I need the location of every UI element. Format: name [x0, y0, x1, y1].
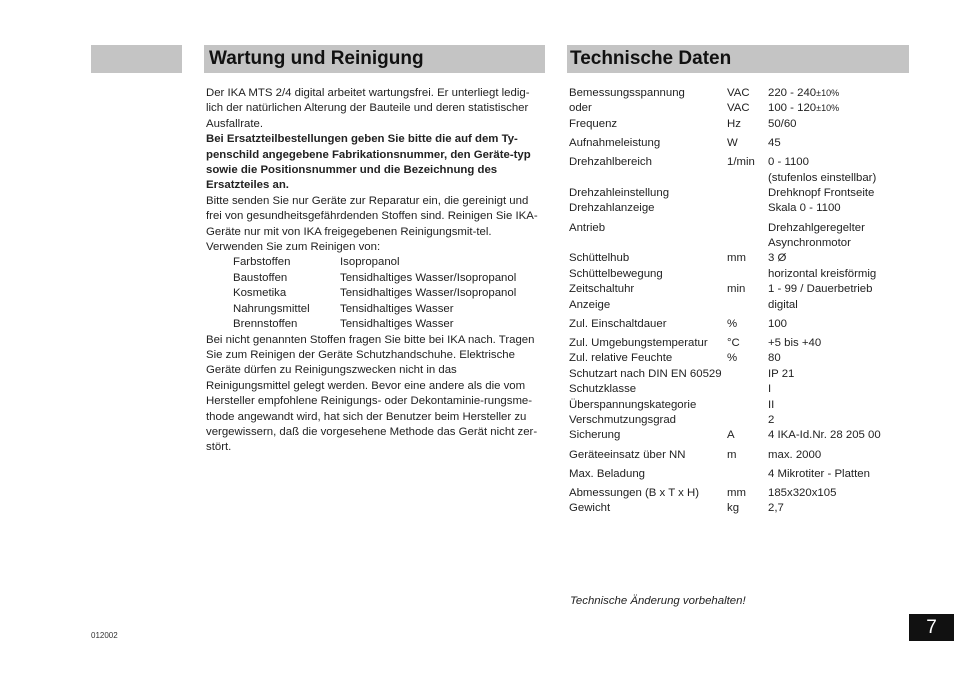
- spec-key: Zul. Einschaltdauer: [569, 318, 667, 330]
- spec-value: 2,7: [768, 502, 784, 514]
- spec-value: Skala 0 - 1100: [768, 202, 841, 214]
- spec-value: 4 Mikrotiter - Platten: [768, 468, 870, 480]
- spec-value: 0 - 1100: [768, 156, 809, 168]
- spec-value: horizontal kreisförmig: [768, 268, 877, 280]
- left-margin-bar: [91, 45, 182, 73]
- spec-key: Schutzklasse: [569, 383, 637, 395]
- spec-unit: Hz: [727, 118, 741, 130]
- paragraph-maintenance-free: [206, 86, 544, 132]
- spec-value: Asynchronmotor: [768, 237, 851, 249]
- spec-key: Schüttelbewegung: [569, 268, 663, 280]
- document-code: 012002: [91, 631, 118, 640]
- spec-value: [768, 102, 839, 114]
- substance: Baustoffen: [233, 271, 288, 284]
- spec-key: Abmessungen (B x T x H): [569, 487, 699, 499]
- text-line: Ausfallrate.: [206, 117, 263, 130]
- spec-key: Drehzahleinstellung: [569, 187, 670, 199]
- spec-key: Verschmutzungsgrad: [569, 414, 677, 426]
- maintenance-text: [206, 86, 544, 456]
- spec-value: 50/60: [768, 118, 797, 130]
- text-line: Bei nicht genannten Stoffen fragen Sie bitte bei IKA nach. Tragen: [206, 333, 535, 346]
- paragraph-cleaning-notes: [206, 333, 544, 456]
- spec-value: Drehzahlgeregelter: [768, 222, 865, 234]
- spec-key: Frequenz: [569, 118, 618, 130]
- substance: Farbstoffen: [233, 256, 291, 269]
- spec-key: Aufnahmeleistung: [569, 137, 661, 149]
- spec-key: Drehzahlbereich: [569, 156, 652, 168]
- spec-key: Schüttelhub: [569, 252, 630, 264]
- spec-value: II: [768, 399, 775, 411]
- spec-key: Max. Beladung: [569, 468, 645, 480]
- spec-key: Zul. Umgebungstemperatur: [569, 337, 708, 349]
- cleaning-agent: Tensidhaltiges Wasser: [340, 302, 454, 315]
- cleaning-agent: Tensidhaltiges Wasser: [340, 318, 454, 331]
- substance: Brennstoffen: [233, 318, 298, 331]
- spec-unit: A: [727, 429, 735, 441]
- spec-value: Drehknopf Frontseite: [768, 187, 875, 199]
- spec-value-text: 220 - 240: [768, 87, 817, 99]
- spec-unit: min: [727, 283, 746, 295]
- spec-value: 2: [768, 414, 775, 426]
- spec-key: Bemessungsspannung: [569, 87, 685, 99]
- spec-unit: m: [727, 449, 737, 461]
- text-line: frei von gesundheitsgefährdenden Stoffen sind. Reinigen Sie IKA-: [206, 210, 538, 223]
- spec-key: oder: [569, 102, 592, 114]
- spec-unit: VAC: [727, 102, 750, 114]
- spec-unit: W: [727, 137, 738, 149]
- spec-value: 1 - 99 / Dauerbetrieb: [768, 283, 873, 295]
- text-line: Ersatzteiles an.: [206, 179, 289, 192]
- cleaning-agent: Isopropanol: [340, 256, 400, 269]
- substance: Nahrungsmittel: [233, 302, 310, 315]
- spec-key: Geräteeinsatz über NN: [569, 449, 686, 461]
- text-line: Der IKA MTS 2/4 digital arbeitet wartungsfrei. Er unterliegt ledig-: [206, 87, 530, 99]
- spec-value: 45: [768, 137, 781, 149]
- spec-unit: 1/min: [727, 156, 755, 168]
- spec-unit: mm: [727, 487, 746, 499]
- spec-value: 80: [768, 352, 781, 364]
- spec-value-text: 100 - 120: [768, 102, 817, 114]
- spec-key: Gewicht: [569, 502, 611, 514]
- cleaning-row: [206, 255, 544, 270]
- text-line: Hersteller empfohlene Reinigungs- oder Dekontaminie-rungsme-: [206, 395, 533, 408]
- paragraph-spare-parts: [206, 132, 544, 194]
- spec-value: max. 2000: [768, 449, 822, 461]
- text-line: Reinigungsmittel gelegt werden. Bevor eine andere als die vom: [206, 379, 526, 392]
- text-line: sowie die Positionsnummer und die Bezeichnung des: [206, 164, 498, 177]
- text-line: Sie zum Reinigen der Geräte Schutzhandschuhe. Elektrische: [206, 348, 515, 361]
- text-line: Verwenden Sie zum Reinigen von:: [206, 241, 381, 254]
- spec-value: [768, 87, 839, 99]
- substance: Kosmetika: [233, 287, 287, 300]
- text-line: thode angewandt wird, hat sich der Benutzer beim Hersteller zu: [206, 410, 527, 423]
- spec-tolerance: ±10%: [816, 88, 840, 98]
- cleaning-row: [206, 317, 544, 332]
- text-line: Bitte senden Sie nur Geräte zur Reparatur ein, die gereinigt und: [206, 194, 529, 207]
- cleaning-agent: Tensidhaltiges Wasser/Isopropanol: [340, 271, 517, 284]
- cleaning-row: [206, 286, 544, 301]
- text-line: Geräte nur mit von IKA freigegebenen Reinigungsmit-tel.: [206, 225, 492, 238]
- cleaning-agent: Tensidhaltiges Wasser/Isopropanol: [340, 287, 517, 300]
- spec-unit: %: [727, 352, 738, 364]
- spec-key: Drehzahlanzeige: [569, 202, 655, 214]
- text-line: Bei Ersatzteilbestellungen geben Sie bitte die auf dem Ty-: [206, 133, 518, 146]
- heading-wartung-und-reinigung: Wartung und Reinigung: [209, 48, 424, 69]
- spec-value: (stufenlos einstellbar): [768, 172, 877, 184]
- heading-technische-daten: Technische Daten: [570, 48, 732, 69]
- spec-unit: %: [727, 318, 738, 330]
- cleaning-agent-table: [206, 255, 544, 332]
- cleaning-row: [206, 271, 544, 286]
- spec-key: Schutzart nach DIN EN 60529: [569, 368, 722, 380]
- spec-unit: kg: [727, 502, 740, 514]
- footnote-technical-changes: Technische Änderung vorbehalten!: [570, 595, 746, 607]
- spec-value: 3 Ø: [768, 252, 787, 264]
- spec-key: Zul. relative Feuchte: [569, 352, 673, 364]
- page-number: 7: [909, 614, 954, 641]
- spec-unit: mm: [727, 252, 746, 264]
- text-line: Geräte dürfen zu Reinigungszwecken nicht in das: [206, 364, 457, 377]
- spec-value: I: [768, 383, 772, 395]
- spec-key: Anzeige: [569, 299, 611, 311]
- spec-value: 100: [768, 318, 788, 330]
- text-line: stört.: [206, 441, 232, 454]
- spec-unit: VAC: [727, 87, 750, 99]
- spec-unit: °C: [727, 337, 740, 349]
- spec-value: +5 bis +40: [768, 337, 822, 349]
- spec-tolerance: ±10%: [816, 103, 840, 113]
- spec-key: Zeitschaltuhr: [569, 283, 635, 295]
- spec-key: Sicherung: [569, 429, 621, 441]
- spec-value: digital: [768, 299, 798, 311]
- text-line: vergewissern, daß die vorgesehene Methode das Gerät nicht zer-: [206, 425, 538, 438]
- spec-key: Überspannungskategorie: [569, 399, 697, 411]
- text-line: penschild angegebene Fabrikationsnummer, den Geräte-typ: [206, 148, 531, 161]
- spec-value: 4 IKA-Id.Nr. 28 205 00: [768, 429, 881, 441]
- text-line: lich der natürlichen Alterung der Bauteile und deren statistischer: [206, 102, 529, 115]
- spec-value: 185x320x105: [768, 487, 837, 499]
- spec-key: Antrieb: [569, 222, 606, 234]
- cleaning-row: [206, 302, 544, 317]
- paragraph-repair: [206, 194, 544, 256]
- spec-value: IP 21: [768, 368, 795, 380]
